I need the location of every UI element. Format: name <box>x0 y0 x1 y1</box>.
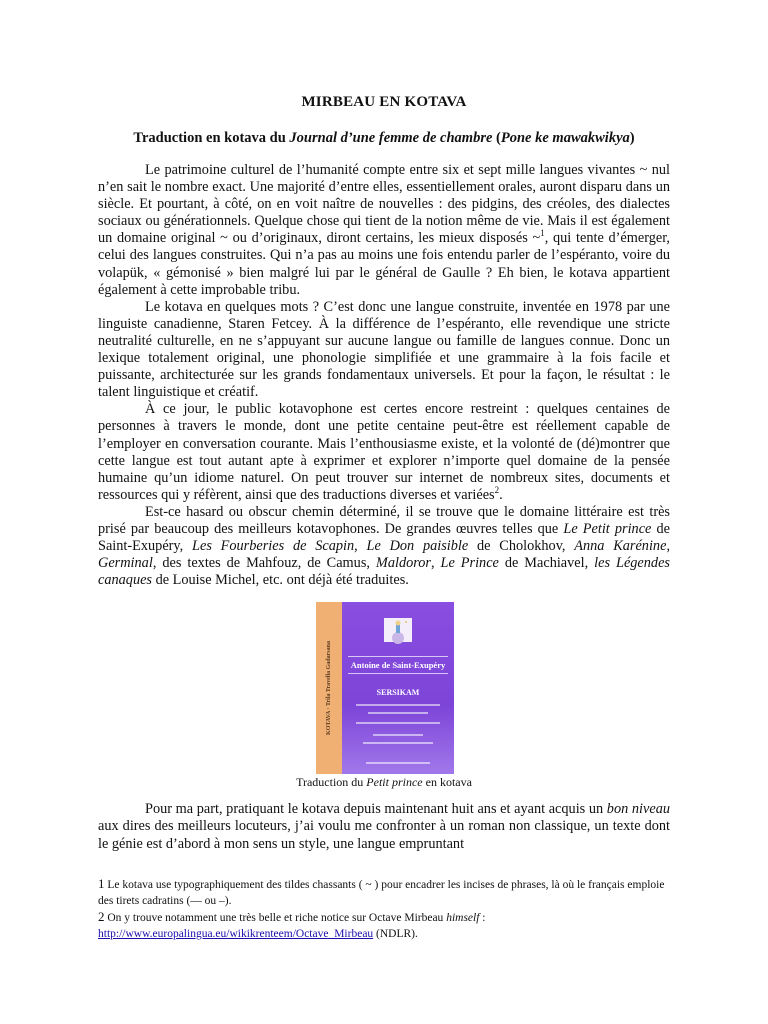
book-spine-text: KOTAVA · Trila Travella Gadarsana <box>326 641 332 735</box>
p4-text-7: , <box>431 555 441 572</box>
p5-italic-1: bon niveau <box>606 801 670 817</box>
cover-text-line <box>373 734 423 736</box>
book-cover <box>342 602 454 774</box>
paragraph-1 <box>98 162 670 299</box>
footnotes <box>98 876 670 942</box>
body-text <box>98 162 670 589</box>
footnote-2 <box>98 909 670 942</box>
footnote-1 <box>98 876 670 909</box>
p4-text-9: de Louise Michel, etc. ont déjà été traduites. <box>152 572 409 589</box>
p4-italic-7: Le Prince <box>440 555 499 572</box>
paragraph-2: Le kotava en quelques mots ? C’est donc une langue construite, inventée en 1978 par une linguiste canadienne, Staren Fetcey. À la différence de l’espéranto, elle revendique une stricte neutralité culturelle, en ne s’appuyant sur aucune langue ou famille de langues connue. Donc un lexique totalement original, une phonologie simplifiée et une grammaire à la fois facile et puissante, architecturée sur les grands fondamentaux universels. Et pour la façon, le résultat : le talent linguistique et créatif. <box>98 298 670 401</box>
p4-italic-2: Les Fourberies de Scapin <box>192 538 355 555</box>
book-cover-author: Antoine de Saint-Exupéry <box>348 656 448 674</box>
footnote-2-number: 2 <box>98 909 105 924</box>
footnote-2-text-b: : <box>479 912 486 924</box>
book-cover-figure <box>316 602 454 774</box>
p4-text-5: , <box>666 538 671 555</box>
p4-italic-6: Maldoror <box>375 555 431 572</box>
book-spine <box>316 602 342 774</box>
body-text-continued <box>98 801 670 853</box>
p4-text-8: de Machiavel, <box>498 555 595 572</box>
paragraph-3 <box>98 401 670 504</box>
paragraph-3-a: À ce jour, le public kotavophone est certes encore restreint : quelques centaines de personnes à travers le monde, dont une petite centaine peut-être est réellement capable de l’employer en conversation courante. Mais l’enthousiasme existe, et la volonté de (dé)montrer que cette langue est tout autant apte à exprimer et explorer n’importe quel domaine de la pensée humaine qu’un idiome naturel. On peut trouver sur internet de nombreux sites, documents et ressources qui y réfèrent, ainsi que des traductions diverses et variées <box>98 401 670 503</box>
document-subtitle <box>0 130 768 147</box>
p5-text-1: Pour ma part, pratiquant le kotava depuis maintenant huit ans et ayant acquis un <box>145 801 607 817</box>
subtitle-work-title: Journal d’une femme de chambre <box>289 130 493 146</box>
cover-text-line <box>368 712 428 714</box>
footnote-ref-2[interactable]: 2 <box>494 485 500 496</box>
paragraph-1-a: Le patrimoine culturel de l’humanité compte entre six et sept mille langues vivantes ~ nul n’en sait le nombre exact. Une majorité d’entre elles, essentiellement orales, auront disparu dans un siècle. Et pourtant, à côté, on en voit naître de nouvelles : des pidgins, des créoles, des dialectes sociaux ou générationnels. Quelque chose qui tient de la notion même de vie. Mais il est également un domaine original ~ ou d’originaux, diront certains, les mieux disposés ~ <box>98 162 670 247</box>
p4-text-4: de Cholokhov, <box>468 538 575 555</box>
p4-text-6: , des textes de Mahfouz, de Camus, <box>152 555 376 572</box>
footnote-2-text-a: On y trouve notamment une très belle et riche notice sur Octave Mirbeau <box>104 912 447 924</box>
cover-text-line <box>356 704 440 706</box>
p4-italic-5: Germinal <box>98 555 153 572</box>
subtitle-kotava-title: Pone ke mawakwikya <box>500 130 630 146</box>
caption-prefix: Traduction du <box>296 775 367 789</box>
book-cover-title: SERSIKAM <box>376 688 420 697</box>
p4-text-2: de Saint-Exupéry, <box>98 520 670 555</box>
paragraph-3-b: . <box>499 486 503 503</box>
p4-italic-3: Le Don paisible <box>366 538 469 555</box>
caption-suffix: en kotava <box>422 775 472 789</box>
subtitle-open-paren: ( <box>492 130 501 146</box>
footnote-ref-1[interactable]: 1 <box>540 228 545 239</box>
subtitle-prefix: Traduction en kotava du <box>133 130 290 146</box>
p5-text-2: aux dires des meilleurs locuteurs, j’ai voulu me confronter à un roman non classique, un texte dont le génie est d’abord à mon sens un style, une langue empruntant <box>98 818 670 852</box>
p4-text-1: Est-ce hasard ou obscur chemin déterminé, il se trouve que le domaine littéraire est très prisé par beaucoup des meilleurs kotavophones. De grandes œuvres telles que <box>98 503 670 537</box>
footnote-1-text: Le kotava use typographiquement des tildes chassants ( ~ ) pour encadrer les incises de phrases, là où le français emploie des tirets cadratins (— ou –). <box>98 879 665 907</box>
paragraph-1-b: , qui tente d’émerger, celui des langues construites. Qui n’a pas au moins une fois entendu parler de l’espéranto, voire du volapük, « gémonisé » bien malgré lui par le général de Gaulle ? Eh bien, le kotava appartient également à cette improbable tribu. <box>98 230 670 298</box>
p4-italic-4: Anna Karénine <box>574 538 667 555</box>
little-prince-illustration-icon <box>382 614 414 644</box>
cover-text-line <box>366 762 430 764</box>
cover-text-line <box>363 742 433 744</box>
cover-text-line <box>356 722 440 724</box>
document-title: MIRBEAU EN KOTAVA <box>301 94 467 110</box>
figure-caption <box>0 775 768 790</box>
footnote-2-link[interactable]: http://www.europalingua.eu/wikikrenteem/Octave_Mirbeau <box>98 928 374 940</box>
footnote-1-number: 1 <box>98 876 105 891</box>
p4-text-3: , <box>354 538 367 555</box>
paragraph-5 <box>98 801 670 853</box>
p4-italic-1: Le Petit prince <box>563 520 652 537</box>
caption-italic: Petit prince <box>366 775 423 789</box>
paragraph-4 <box>98 504 670 589</box>
footnote-2-after-link: (NDLR). <box>373 928 418 940</box>
footnote-2-italic: himself <box>446 912 480 924</box>
subtitle-close-paren: ) <box>629 130 635 146</box>
p4-italic-8: les Légendes canaques <box>98 555 670 589</box>
